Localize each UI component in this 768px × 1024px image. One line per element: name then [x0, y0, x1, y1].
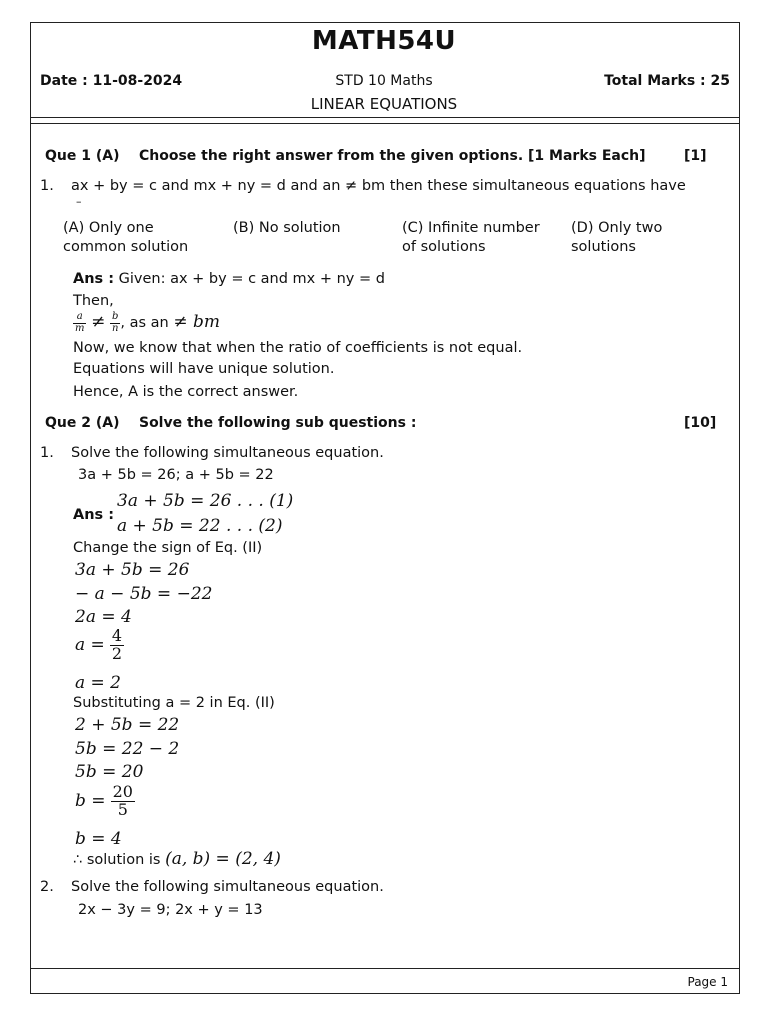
q1-heading: Que 1 (A) Choose the right answer from the given options. [1 Marks Each]	[45, 148, 646, 164]
q1-answer-line-1: Ans : Given: ax + by = c and mx + ny = d	[73, 271, 385, 287]
q1-answer-blank: –	[76, 195, 82, 208]
q1-marks: [1]	[684, 148, 707, 164]
q2-item2-number: 2.	[40, 879, 54, 895]
q1-option-b: (B) No solution	[233, 220, 341, 236]
standard-subject: STD 10 Maths	[335, 73, 433, 89]
header-divider-top	[30, 117, 740, 118]
q2-change-sign-note: Change the sign of Eq. (II)	[73, 540, 263, 556]
q2-step-2: − a − 5b = −22	[75, 584, 213, 604]
q2-answer-label: Ans :	[73, 507, 115, 523]
brand-title: MATH54U	[311, 26, 457, 56]
page-number: Page 1	[687, 975, 728, 989]
q2-step-4: a = $\frac{4}{2}$	[75, 626, 123, 663]
q2-step-6: 2 + 5b = 22	[75, 715, 180, 735]
q2-item1-equations: 3a + 5b = 26; a + 5b = 22	[78, 467, 274, 483]
answer-label: Ans :	[73, 271, 115, 287]
q1-item-number: 1.	[40, 178, 54, 194]
total-marks: Total Marks : 25	[604, 73, 730, 89]
q1-option-d: (D) Only two solutions	[571, 220, 663, 255]
exam-date: Date : 11-08-2024	[40, 73, 183, 89]
q2-marks: [10]	[684, 415, 717, 431]
q2-step-7: 5b = 22 − 2	[75, 739, 180, 759]
footer-divider	[30, 968, 740, 969]
q2-equation-2: a + 5b = 22 . . . (2)	[117, 516, 283, 536]
q2-step-3: 2a = 4	[75, 607, 132, 627]
q2-step-5: a = 2	[75, 673, 122, 693]
q2-step-9: b = $\frac{20}{5}$	[75, 782, 133, 819]
q1-question-text: ax + by = c and mx + ny = d and an ≠ bm then these simultaneous equations have	[71, 178, 686, 194]
q1-ratio-expression: $\frac{a}{m}$ ≠ $\frac{b}{n}$ , as an ≠ bm	[75, 311, 221, 334]
q2-heading: Que 2 (A) Solve the following sub questions :	[45, 415, 417, 431]
q2-step-10: b = 4	[75, 829, 122, 849]
q2-step-1: 3a + 5b = 26	[75, 560, 190, 580]
q1-option-c: (C) Infinite number of solutions	[402, 220, 540, 255]
q2-item2-equations: 2x − 3y = 9; 2x + y = 13	[78, 902, 263, 918]
q2-substituting-note: Substituting a = 2 in Eq. (II)	[73, 695, 275, 711]
q2-item2-text: Solve the following simultaneous equation.	[71, 879, 384, 895]
q2-item1-number: 1.	[40, 445, 54, 461]
q1-answer-line-2: Then,	[73, 293, 114, 309]
q1-option-a: (A) Only one common solution	[63, 220, 189, 255]
q1-answer-line-6: Hence, A is the correct answer.	[73, 384, 299, 400]
q2-solution: ∴ solution is (a, b) = (2, 4)	[73, 849, 281, 869]
q1-answer-line-5: Equations will have unique solution.	[73, 361, 335, 377]
q1-answer-line-4: Now, we know that when the ratio of coefficients is not equal.	[73, 340, 523, 356]
q2-step-8: 5b = 20	[75, 762, 144, 782]
chapter-title: LINEAR EQUATIONS	[310, 95, 458, 113]
q2-item1-text: Solve the following simultaneous equation.	[71, 445, 384, 461]
q2-equation-1: 3a + 5b = 26 . . . (1)	[117, 491, 294, 511]
header-divider-bottom	[30, 123, 740, 124]
